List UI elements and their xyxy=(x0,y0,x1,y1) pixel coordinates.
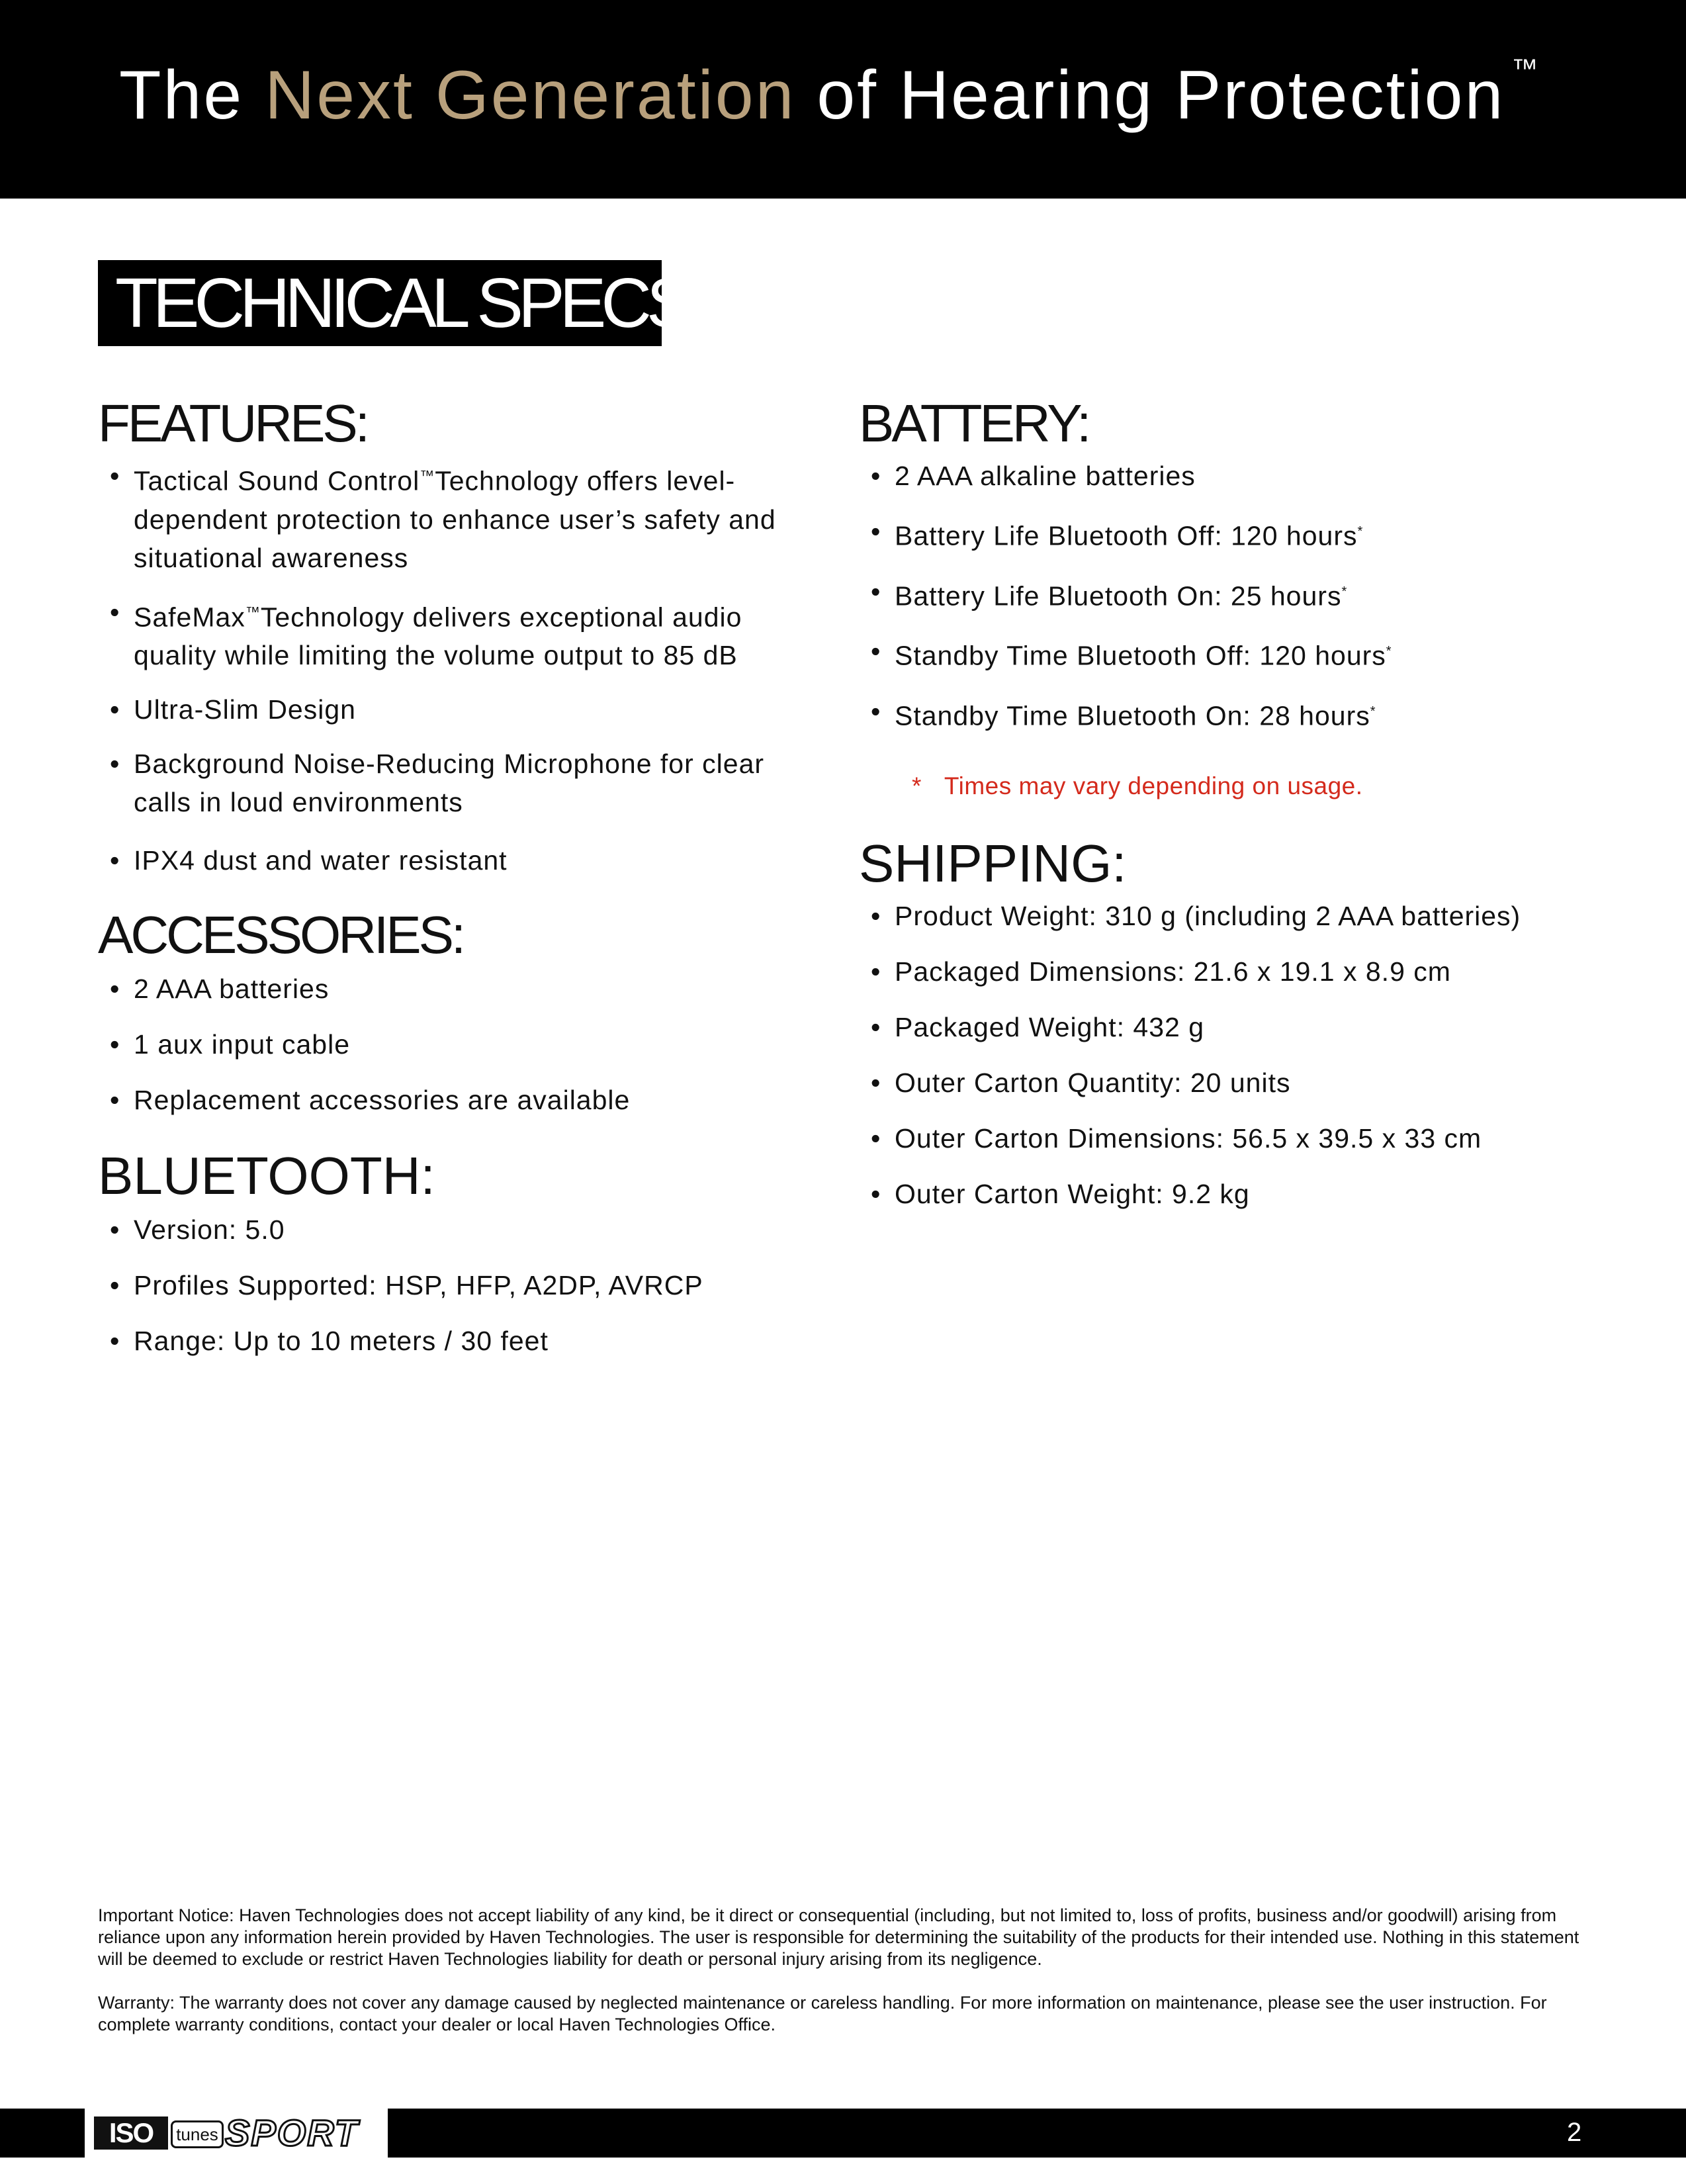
technical-specs-title: TECHNICAL SPECS xyxy=(115,264,688,342)
footnote-mark: * xyxy=(1370,704,1376,719)
accessories-heading: ACCESSORIES: xyxy=(98,905,464,965)
battery-footnote xyxy=(859,768,1587,804)
accessories-section xyxy=(98,905,826,1119)
page-header xyxy=(0,0,1686,199)
battery-section xyxy=(859,394,1587,804)
list-item xyxy=(859,457,1587,495)
list-item xyxy=(859,512,1587,555)
list-item xyxy=(98,457,826,577)
isotunes-sport-logo xyxy=(85,2109,388,2158)
battery-text: 2 AAA alkaline batteries xyxy=(895,461,1196,491)
right-column xyxy=(859,394,1587,1213)
battery-text: Standby Time Bluetooth Off: 120 hours xyxy=(895,640,1386,671)
header-title-next-generation: Next Generation xyxy=(265,57,796,134)
bluetooth-section xyxy=(98,1146,826,1360)
list-item xyxy=(98,690,826,729)
battery-text: Battery Life Bluetooth Off: 120 hours xyxy=(895,520,1358,551)
left-column xyxy=(98,394,826,1360)
list-item: • Outer Carton Weight: 9.2 kg xyxy=(859,1175,1587,1213)
logo-iso-text: ISO xyxy=(94,2116,168,2150)
list-item: • Packaged Weight: 432 g xyxy=(859,1008,1587,1046)
list-item xyxy=(859,572,1587,615)
list-item xyxy=(98,841,826,880)
page-number: 2 xyxy=(1567,2118,1582,2147)
features-heading: FEATURES: xyxy=(98,394,368,453)
list-item: • Profiles Supported: HSP, HFP, A2DP, AVRCP xyxy=(98,1266,826,1304)
bluetooth-list xyxy=(98,1210,826,1360)
list-item xyxy=(98,745,826,821)
footnote-star: * xyxy=(912,772,922,799)
legal-footer xyxy=(98,1905,1593,2058)
feature-text: Technology offers level-dependent protection to enhance user’s safety and situational awareness xyxy=(134,465,776,573)
list-item xyxy=(98,593,826,675)
warranty-notice: Warranty: The warranty does not cover any damage caused by neglected maintenance or careless handling. For more information on maintenance, please see the user instruction. For complete warranty conditions, contact your dealer or local Haven Technologies Office. xyxy=(98,1993,1547,2034)
list-item: • 1 aux input cable xyxy=(98,1025,826,1064)
technical-specs-banner xyxy=(98,260,688,346)
list-item: • Product Weight: 310 g (including 2 AAA batteries) xyxy=(859,897,1587,935)
feature-text: SafeMax xyxy=(134,602,245,633)
footnote-mark: * xyxy=(1357,524,1364,539)
important-notice: Important Notice: Haven Technologies does not accept liability of any kind, be it direct or consequential (including, but not limited to, loss of profits, business and/or goodwill) arising from reliance upon any information herein provided by Haven Technologies. The user is responsible for determining the suitability of the products for their intended use. Nothing in this statement will be deemed to exclude or restrict Haven Technologies liability for death or personal injury arising from its negligence. xyxy=(98,1905,1579,1969)
list-item xyxy=(859,632,1587,675)
trademark-mark: ™ xyxy=(245,603,261,620)
footnote-text: Times may vary depending on usage. xyxy=(944,772,1363,799)
accessories-list xyxy=(98,970,826,1119)
list-item: • Packaged Dimensions: 21.6 x 19.1 x 8.9 cm xyxy=(859,952,1587,991)
logo-sport-text: SPORT xyxy=(225,2112,359,2154)
list-item xyxy=(859,692,1587,735)
logo-tunes-text: tunes xyxy=(171,2120,224,2148)
battery-text: Battery Life Bluetooth On: 25 hours xyxy=(895,580,1342,612)
feature-text: IPX4 dust and water resistant xyxy=(134,845,508,876)
list-item: • Outer Carton Quantity: 20 units xyxy=(859,1064,1587,1102)
header-title-hearing-protection: of Hearing Protection xyxy=(795,57,1505,134)
feature-text: Technology delivers exceptional audio quality while limiting the volume output to 85 dB xyxy=(134,602,742,671)
list-item: • Range: Up to 10 meters / 30 feet xyxy=(98,1322,826,1360)
header-trademark: ™ xyxy=(1511,54,1540,83)
footnote-mark: * xyxy=(1341,584,1348,599)
shipping-heading: SHIPPING: xyxy=(859,833,1127,893)
trademark-mark: ™ xyxy=(420,467,435,484)
list-item: • Replacement accessories are available xyxy=(98,1081,826,1119)
features-list xyxy=(98,457,826,880)
battery-list xyxy=(859,457,1587,735)
feature-text: Background Noise-Reducing Microphone for clear calls in loud environments xyxy=(134,749,765,818)
list-item: • 2 AAA batteries xyxy=(98,970,826,1008)
feature-text: Ultra-Slim Design xyxy=(134,694,356,725)
features-section xyxy=(98,394,826,880)
list-item: • Outer Carton Dimensions: 56.5 x 39.5 x 33 cm xyxy=(859,1119,1587,1158)
header-title-the: The xyxy=(119,57,265,134)
battery-heading: BATTERY: xyxy=(859,394,1089,453)
shipping-list xyxy=(859,897,1587,1213)
bluetooth-heading: BLUETOOTH: xyxy=(98,1146,435,1206)
shipping-section xyxy=(859,833,1587,1213)
footnote-mark: * xyxy=(1386,644,1392,659)
feature-text: Tactical Sound Control xyxy=(134,465,420,496)
list-item: • Version: 5.0 xyxy=(98,1210,826,1249)
header-title xyxy=(119,54,1540,134)
battery-text: Standby Time Bluetooth On: 28 hours xyxy=(895,700,1370,731)
